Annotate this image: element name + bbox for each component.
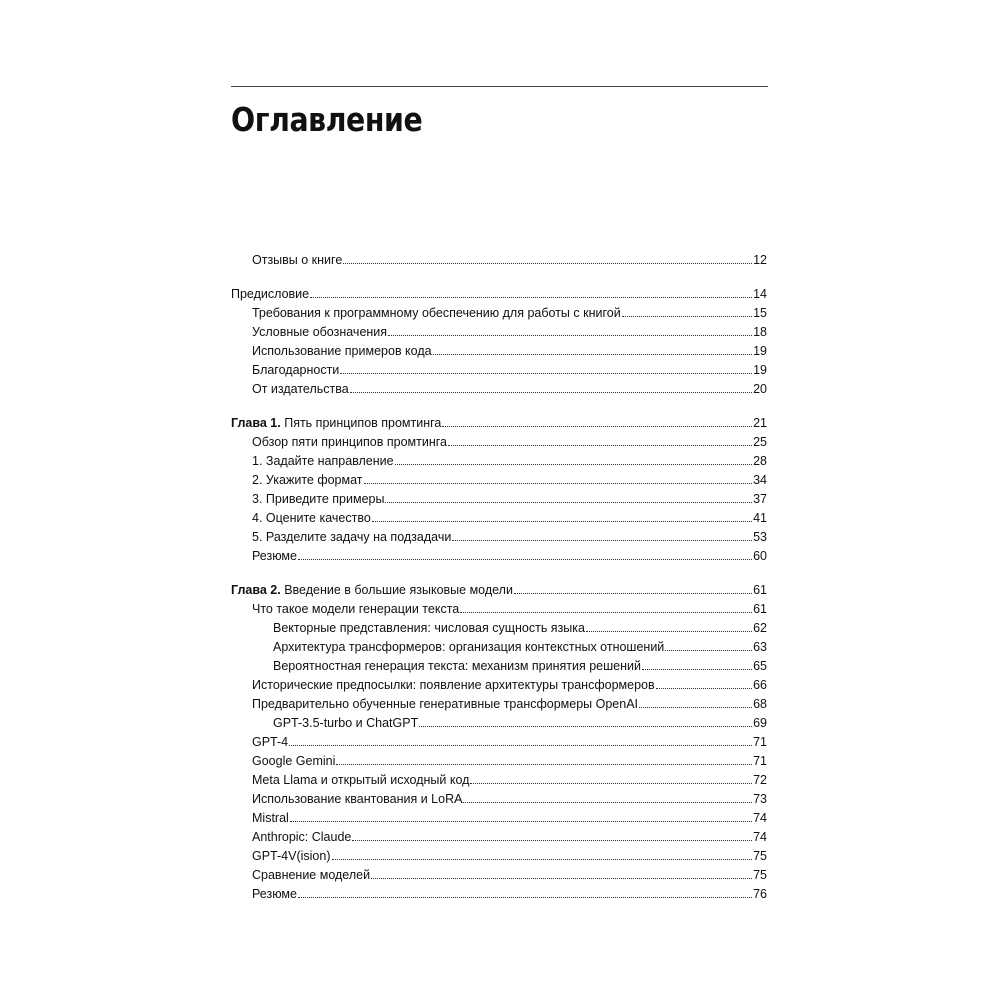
- dot-leader: [336, 764, 752, 765]
- toc-entry-label: Требования к программному обеспечению для работы с книгой: [252, 306, 621, 320]
- toc-entry-title: [252, 324, 387, 340]
- toc-page-number: 71: [753, 754, 767, 768]
- toc-entry-label: Векторные представления: числовая сущность языка: [273, 621, 585, 635]
- toc-entry[interactable]: [252, 829, 767, 845]
- toc-page-number: 15: [753, 306, 767, 320]
- dot-leader: [586, 631, 752, 632]
- toc-entry[interactable]: [252, 453, 767, 469]
- toc-entry-title: [252, 848, 331, 864]
- toc-entry-label: Использование примеров кода: [252, 344, 432, 358]
- toc-entry[interactable]: [252, 867, 767, 883]
- toc-entry[interactable]: [252, 696, 767, 712]
- dot-leader: [352, 840, 752, 841]
- toc-entry-title: [252, 601, 459, 617]
- toc-page-number: 71: [753, 735, 767, 749]
- toc-page-number: 20: [753, 382, 767, 396]
- toc-entry-label: GPT-3.5-turbo и ChatGPT: [273, 716, 419, 730]
- toc-entry-title: [273, 620, 585, 636]
- dot-leader: [442, 426, 752, 427]
- toc-entry-label: Mistral: [252, 811, 289, 825]
- toc-entry-label: Обзор пяти принципов промтинга: [252, 435, 447, 449]
- toc-entry-title: [252, 753, 335, 769]
- page-title: Оглавление: [231, 100, 423, 139]
- toc-entry[interactable]: [231, 415, 767, 431]
- toc-entry-label: Google Gemini: [252, 754, 336, 768]
- toc-entry[interactable]: [252, 472, 767, 488]
- toc-page-number: 76: [753, 887, 767, 901]
- toc-page-number: 66: [753, 678, 767, 692]
- toc-page-number: 65: [753, 659, 767, 673]
- toc-entry[interactable]: [273, 620, 767, 636]
- toc-page-number: 19: [753, 344, 767, 358]
- toc-entry[interactable]: [273, 658, 767, 674]
- toc-entry[interactable]: [252, 510, 767, 526]
- dot-leader: [372, 521, 752, 522]
- toc-entry-label: 2. Укажите формат: [252, 473, 363, 487]
- toc-page-number: 19: [753, 363, 767, 377]
- dot-leader: [385, 502, 752, 503]
- toc-entry[interactable]: [252, 434, 767, 450]
- toc-entry-label: GPT-4: [252, 735, 289, 749]
- dot-leader: [364, 483, 753, 484]
- toc-entry-label: Введение в большие языковые модели: [280, 583, 513, 597]
- dot-leader: [395, 464, 752, 465]
- toc-page-number: 41: [753, 511, 767, 525]
- toc-entry[interactable]: [252, 362, 767, 378]
- toc-entry[interactable]: [252, 324, 767, 340]
- toc-entry-title: [252, 829, 351, 845]
- toc-entry[interactable]: [252, 252, 767, 268]
- toc-page-number: 34: [753, 473, 767, 487]
- toc-page-number: 74: [753, 811, 767, 825]
- toc-entry[interactable]: [273, 715, 767, 731]
- dot-leader: [332, 859, 753, 860]
- toc-page-number: 25: [753, 435, 767, 449]
- toc-entry-title: [252, 696, 638, 712]
- toc-entry-label: Anthropic: Claude: [252, 830, 352, 844]
- dot-leader: [448, 445, 752, 446]
- toc-entry-label: Сравнение моделей: [252, 868, 371, 882]
- dot-leader: [298, 559, 752, 560]
- toc-entry-title: [273, 715, 418, 731]
- toc-entry-label: Архитектура трансформеров: организация контекстных отношений: [273, 640, 665, 654]
- toc-entry-label: Предварительно обученные генеративные трансформеры OpenAI: [252, 697, 639, 711]
- dot-leader: [514, 593, 752, 594]
- toc-page-number: 74: [753, 830, 767, 844]
- dot-leader: [452, 540, 752, 541]
- toc-page-number: 72: [753, 773, 767, 787]
- toc-entry-title: [231, 415, 441, 431]
- toc-entry-label: Резюме: [252, 887, 297, 901]
- toc-entry-title: [252, 381, 349, 397]
- toc-entry[interactable]: [252, 848, 767, 864]
- dot-leader: [463, 802, 752, 803]
- dot-leader: [656, 688, 752, 689]
- toc-entry-title: [231, 582, 513, 598]
- toc-page-number: 14: [753, 287, 767, 301]
- toc-entry[interactable]: [231, 582, 767, 598]
- toc-entry[interactable]: [252, 753, 767, 769]
- toc-entry-label: Резюме: [252, 549, 297, 563]
- chapter-number: Глава 1.: [231, 416, 281, 430]
- dot-leader: [433, 354, 753, 355]
- dot-leader: [460, 612, 752, 613]
- dot-leader: [470, 783, 752, 784]
- dot-leader: [290, 821, 752, 822]
- toc-entry[interactable]: [252, 343, 767, 359]
- toc-entry[interactable]: [252, 886, 767, 902]
- toc-entry-label: От издательства: [252, 382, 349, 396]
- toc-page-number: 75: [753, 868, 767, 882]
- toc-page-number: 61: [753, 583, 767, 597]
- toc-page-number: 60: [753, 549, 767, 563]
- toc-entry-title: [252, 453, 394, 469]
- toc-entry[interactable]: [231, 286, 767, 302]
- toc-entry-label: Условные обозначения: [252, 325, 388, 339]
- toc-entry-label: Исторические предпосылки: появление архитектуры трансформеров: [252, 678, 655, 692]
- dot-leader: [388, 335, 752, 336]
- toc-entry[interactable]: [252, 734, 767, 750]
- dot-leader: [665, 650, 752, 651]
- toc-page-number: 21: [753, 416, 767, 430]
- toc-entry[interactable]: [252, 791, 767, 807]
- toc-page-number: 75: [753, 849, 767, 863]
- toc-page-number: 62: [753, 621, 767, 635]
- toc-entry-label: 1. Задайте направление: [252, 454, 394, 468]
- toc-entry-label: Предисловие: [231, 287, 310, 301]
- toc-entry[interactable]: [252, 772, 767, 788]
- dot-leader: [340, 373, 752, 374]
- toc-entry-label: Что такое модели генерации текста: [252, 602, 460, 616]
- toc-page-number: 63: [753, 640, 767, 654]
- toc-entry-title: [273, 639, 664, 655]
- dot-leader: [310, 297, 752, 298]
- dot-leader: [419, 726, 752, 727]
- toc-entry-label: Meta Llama и открытый исходный код: [252, 773, 470, 787]
- dot-leader: [289, 745, 752, 746]
- toc-entry-title: [273, 658, 641, 674]
- toc-entry-title: [252, 434, 447, 450]
- toc-page-number: 61: [753, 602, 767, 616]
- dot-leader: [639, 707, 752, 708]
- chapter-number: Глава 2.: [231, 583, 281, 597]
- toc-page-number: 12: [753, 253, 767, 267]
- toc-entry-label: 4. Оцените качество: [252, 511, 371, 525]
- toc-entry-label: 5. Разделите задачу на подзадачи: [252, 530, 452, 544]
- dot-leader: [343, 263, 752, 264]
- dot-leader: [642, 669, 752, 670]
- dot-leader: [298, 897, 752, 898]
- toc-entry-title: [252, 529, 451, 545]
- toc-entry-title: [252, 810, 289, 826]
- toc-entry-title: [252, 791, 462, 807]
- toc-entry-label: Вероятностная генерация текста: механизм принятия решений: [273, 659, 641, 673]
- toc-entry-title: [252, 362, 339, 378]
- toc-entry-label: Пять принципов промтинга: [280, 416, 442, 430]
- toc-page-number: 18: [753, 325, 767, 339]
- toc-entry[interactable]: [252, 810, 767, 826]
- toc-entry-title: [252, 472, 363, 488]
- toc-entry-title: [252, 510, 371, 526]
- toc-page-number: 68: [753, 697, 767, 711]
- toc-entry[interactable]: [252, 601, 767, 617]
- toc-entry[interactable]: [252, 305, 767, 321]
- toc-page-number: 37: [753, 492, 767, 506]
- toc-entry[interactable]: [252, 529, 767, 545]
- toc-entry-title: [231, 286, 309, 302]
- toc-entry-title: [252, 772, 469, 788]
- toc-entry-label: Использование квантования и LoRA: [252, 792, 463, 806]
- toc-page-number: 73: [753, 792, 767, 806]
- toc-entry-title: [252, 252, 342, 268]
- toc-page-number: 28: [753, 454, 767, 468]
- toc-entry-title: [252, 343, 432, 359]
- toc-entry-label: Отзывы о книге: [252, 253, 343, 267]
- toc-entry-title: [252, 305, 621, 321]
- toc-entry-title: [252, 886, 297, 902]
- toc-entry-title: [252, 491, 384, 507]
- toc-entry[interactable]: [273, 639, 767, 655]
- toc-entry[interactable]: [252, 381, 767, 397]
- dot-leader: [350, 392, 752, 393]
- toc-entry[interactable]: [252, 491, 767, 507]
- toc-entry[interactable]: [252, 548, 767, 564]
- dot-leader: [622, 316, 752, 317]
- toc-entry[interactable]: [252, 677, 767, 693]
- toc-entry-title: [252, 548, 297, 564]
- toc-page-number: 69: [753, 716, 767, 730]
- toc-entry-label: 3. Приведите примеры: [252, 492, 385, 506]
- toc-entry-title: [252, 677, 655, 693]
- dot-leader: [371, 878, 752, 879]
- toc-page-number: 53: [753, 530, 767, 544]
- toc-entry-label: Благодарности: [252, 363, 340, 377]
- toc-entry-title: [252, 734, 288, 750]
- toc-entry-title: [252, 867, 370, 883]
- toc-entry-label: GPT-4V(ision): [252, 849, 331, 863]
